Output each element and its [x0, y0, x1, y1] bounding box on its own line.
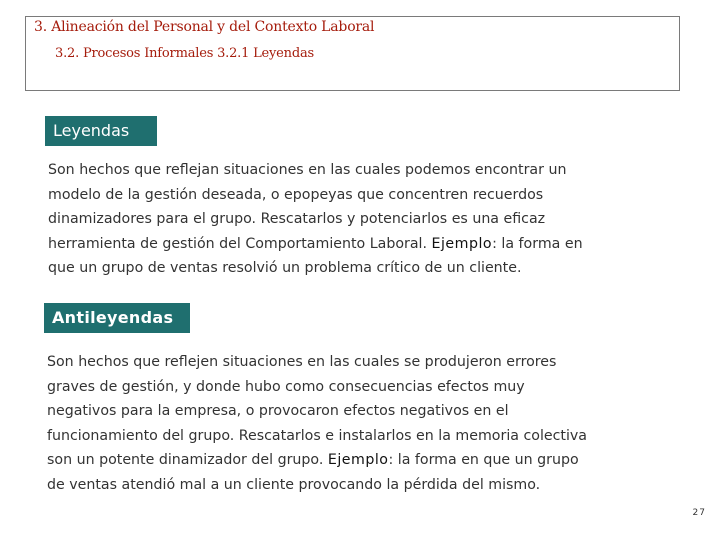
page-number: 27	[692, 508, 706, 518]
example-text: : la forma en que un grupo	[388, 452, 579, 468]
leyendas-paragraph	[48, 158, 678, 281]
antileyendas-paragraph	[47, 350, 682, 497]
text-line: Son hechos que reflejan situaciones en las cuales podemos encontrar un	[48, 162, 567, 178]
example-text: : la forma en	[492, 235, 583, 252]
text-line: que un grupo de ventas resolvió un problema crítico de un cliente.	[48, 260, 522, 276]
antileyendas-heading: Antileyendas	[44, 303, 190, 333]
page-title: 3. Alineación del Personal y del Contexto Laboral	[34, 19, 375, 35]
text-line: modelo de la gestión deseada, o epopeyas que concentren recuerdos	[48, 186, 544, 203]
text-line: de ventas atendió mal a un cliente provocando la pérdida del mismo.	[47, 476, 541, 493]
text-line: Son hechos que reflejen situaciones en las cuales se produjeron errores	[47, 354, 557, 370]
text-line: negativos para la empresa, o provocaron efectos negativos en el	[47, 403, 509, 419]
example-label: Ejemplo	[431, 235, 493, 252]
text-line-with-example	[48, 232, 678, 257]
text-line: graves de gestión, y donde hubo como consecuencias efectos muy	[47, 378, 525, 395]
leyendas-heading: Leyendas	[45, 116, 157, 146]
example-label: Ejemplo	[327, 452, 389, 468]
text-line: dinamizadores para el grupo. Rescatarlos y potenciarlos es una eficaz	[48, 211, 546, 227]
text-segment: herramienta de gestión del Comportamiento Laboral.	[48, 235, 428, 252]
text-line: funcionamiento del grupo. Rescatarlos e instalarlos en la memoria colectiva	[47, 427, 588, 444]
text-segment: son un potente dinamizador del grupo.	[47, 452, 324, 468]
page-subtitle: 3.2. Procesos Informales 3.2.1 Leyendas	[55, 46, 314, 61]
text-line-with-example	[47, 448, 682, 473]
title-box	[25, 16, 680, 91]
